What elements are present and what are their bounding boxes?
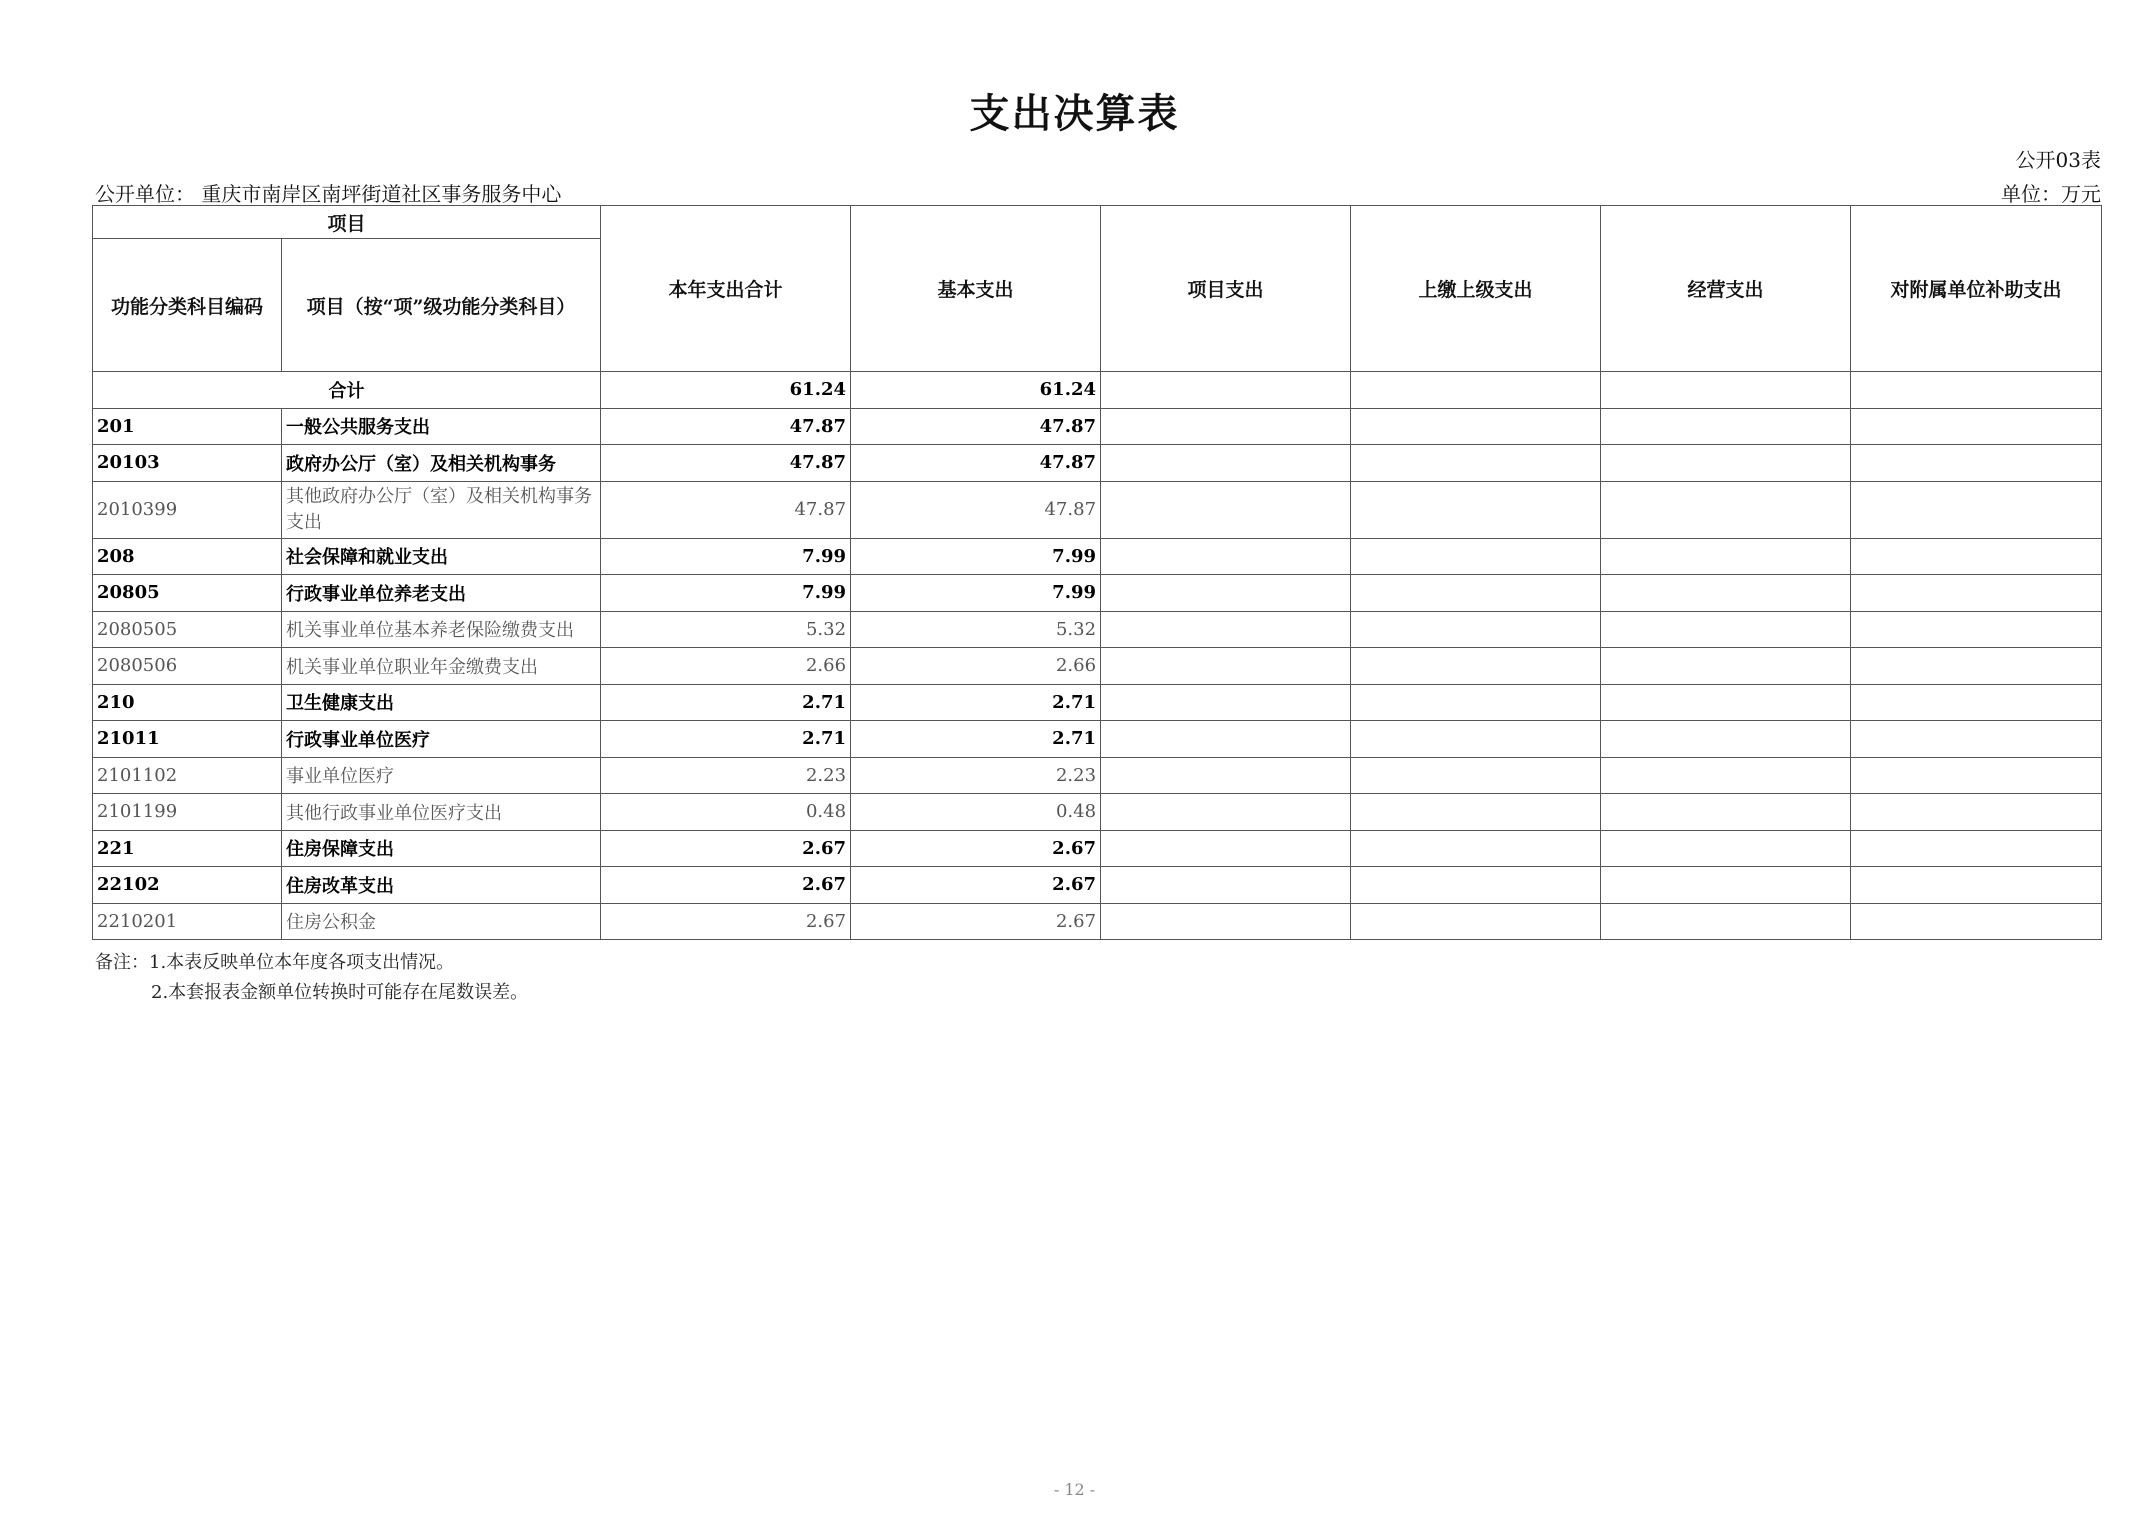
row-code: 2210201 (93, 903, 282, 940)
row-name: 其他行政事业单位医疗支出 (282, 794, 601, 831)
row-total: 2.67 (601, 867, 851, 904)
header-business: 经营支出 (1601, 206, 1851, 372)
total-amount: 61.24 (601, 372, 851, 409)
table-number: 公开03表 (2015, 148, 2101, 172)
header-total: 本年支出合计 (601, 206, 851, 372)
total-label: 合计 (93, 372, 601, 409)
row-code: 21011 (93, 721, 282, 758)
row-name: 行政事业单位养老支出 (282, 575, 601, 612)
table-row (93, 648, 2102, 685)
total-basic: 61.24 (851, 372, 1101, 409)
table-row (93, 684, 2102, 721)
row-basic: 5.32 (851, 611, 1101, 648)
row-name: 政府办公厅（室）及相关机构事务 (282, 445, 601, 482)
row-total: 2.66 (601, 648, 851, 685)
expenditure-table (92, 205, 2102, 940)
row-total: 2.71 (601, 721, 851, 758)
row-code: 210 (93, 684, 282, 721)
table-row (93, 481, 2102, 538)
row-code: 2101199 (93, 794, 282, 831)
row-total: 47.87 (601, 445, 851, 482)
row-name: 行政事业单位医疗 (282, 721, 601, 758)
row-basic: 2.71 (851, 721, 1101, 758)
row-basic: 2.66 (851, 648, 1101, 685)
row-total: 2.23 (601, 757, 851, 794)
header-subsidy: 对附属单位补助支出 (1851, 206, 2102, 372)
row-name: 卫生健康支出 (282, 684, 601, 721)
total-row (93, 372, 2102, 409)
header-name: 项目（按“项”级功能分类科目） (282, 239, 601, 372)
row-code: 2080506 (93, 648, 282, 685)
header-code: 功能分类科目编码 (93, 239, 282, 372)
table-row (93, 575, 2102, 612)
row-name: 社会保障和就业支出 (282, 538, 601, 575)
table-row (93, 611, 2102, 648)
currency-unit: 单位：万元 (2001, 182, 2101, 206)
row-basic: 47.87 (851, 445, 1101, 482)
row-basic: 2.71 (851, 684, 1101, 721)
row-code: 221 (93, 830, 282, 867)
table-row (93, 903, 2102, 940)
row-name: 其他政府办公厅（室）及相关机构事务支出 (282, 481, 601, 538)
row-code: 201 (93, 408, 282, 445)
row-code: 2101102 (93, 757, 282, 794)
row-total: 47.87 (601, 408, 851, 445)
table-row (93, 538, 2102, 575)
row-total: 5.32 (601, 611, 851, 648)
row-name: 事业单位医疗 (282, 757, 601, 794)
row-name: 住房改革支出 (282, 867, 601, 904)
row-basic: 2.67 (851, 903, 1101, 940)
row-basic: 7.99 (851, 575, 1101, 612)
row-total: 0.48 (601, 794, 851, 831)
table-row (93, 867, 2102, 904)
row-name: 住房公积金 (282, 903, 601, 940)
row-basic: 2.67 (851, 830, 1101, 867)
table-row (93, 830, 2102, 867)
row-code: 2080505 (93, 611, 282, 648)
row-code: 2010399 (93, 481, 282, 538)
table-row (93, 445, 2102, 482)
table-row (93, 794, 2102, 831)
header-item-group: 项目 (93, 206, 601, 239)
header-upper: 上缴上级支出 (1351, 206, 1601, 372)
row-code: 208 (93, 538, 282, 575)
row-total: 2.67 (601, 830, 851, 867)
row-basic: 0.48 (851, 794, 1101, 831)
table-row (93, 721, 2102, 758)
row-total: 7.99 (601, 575, 851, 612)
report-title: 支出决算表 (969, 90, 1180, 137)
table-row (93, 757, 2102, 794)
footnote-1: 备注：1.本表反映单位本年度各项支出情况。 (95, 952, 455, 973)
row-code: 20805 (93, 575, 282, 612)
table-row (93, 408, 2102, 445)
row-basic: 2.23 (851, 757, 1101, 794)
row-total: 2.71 (601, 684, 851, 721)
row-basic: 7.99 (851, 538, 1101, 575)
row-basic: 47.87 (851, 481, 1101, 538)
row-name: 机关事业单位基本养老保险缴费支出 (282, 611, 601, 648)
row-total: 47.87 (601, 481, 851, 538)
row-code: 20103 (93, 445, 282, 482)
row-code: 22102 (93, 867, 282, 904)
row-total: 2.67 (601, 903, 851, 940)
header-basic: 基本支出 (851, 206, 1101, 372)
row-basic: 2.67 (851, 867, 1101, 904)
row-name: 住房保障支出 (282, 830, 601, 867)
reporting-unit: 公开单位： 重庆市南岸区南坪街道社区事务服务中心 (95, 182, 562, 206)
row-basic: 47.87 (851, 408, 1101, 445)
header-project: 项目支出 (1101, 206, 1351, 372)
footnotes (95, 948, 528, 1008)
row-name: 机关事业单位职业年金缴费支出 (282, 648, 601, 685)
page-number: - 12 - (1053, 1480, 1096, 1499)
footnote-2: 2.本套报表金额单位转换时可能存在尾数误差。 (151, 982, 529, 1003)
row-name: 一般公共服务支出 (282, 408, 601, 445)
row-total: 7.99 (601, 538, 851, 575)
